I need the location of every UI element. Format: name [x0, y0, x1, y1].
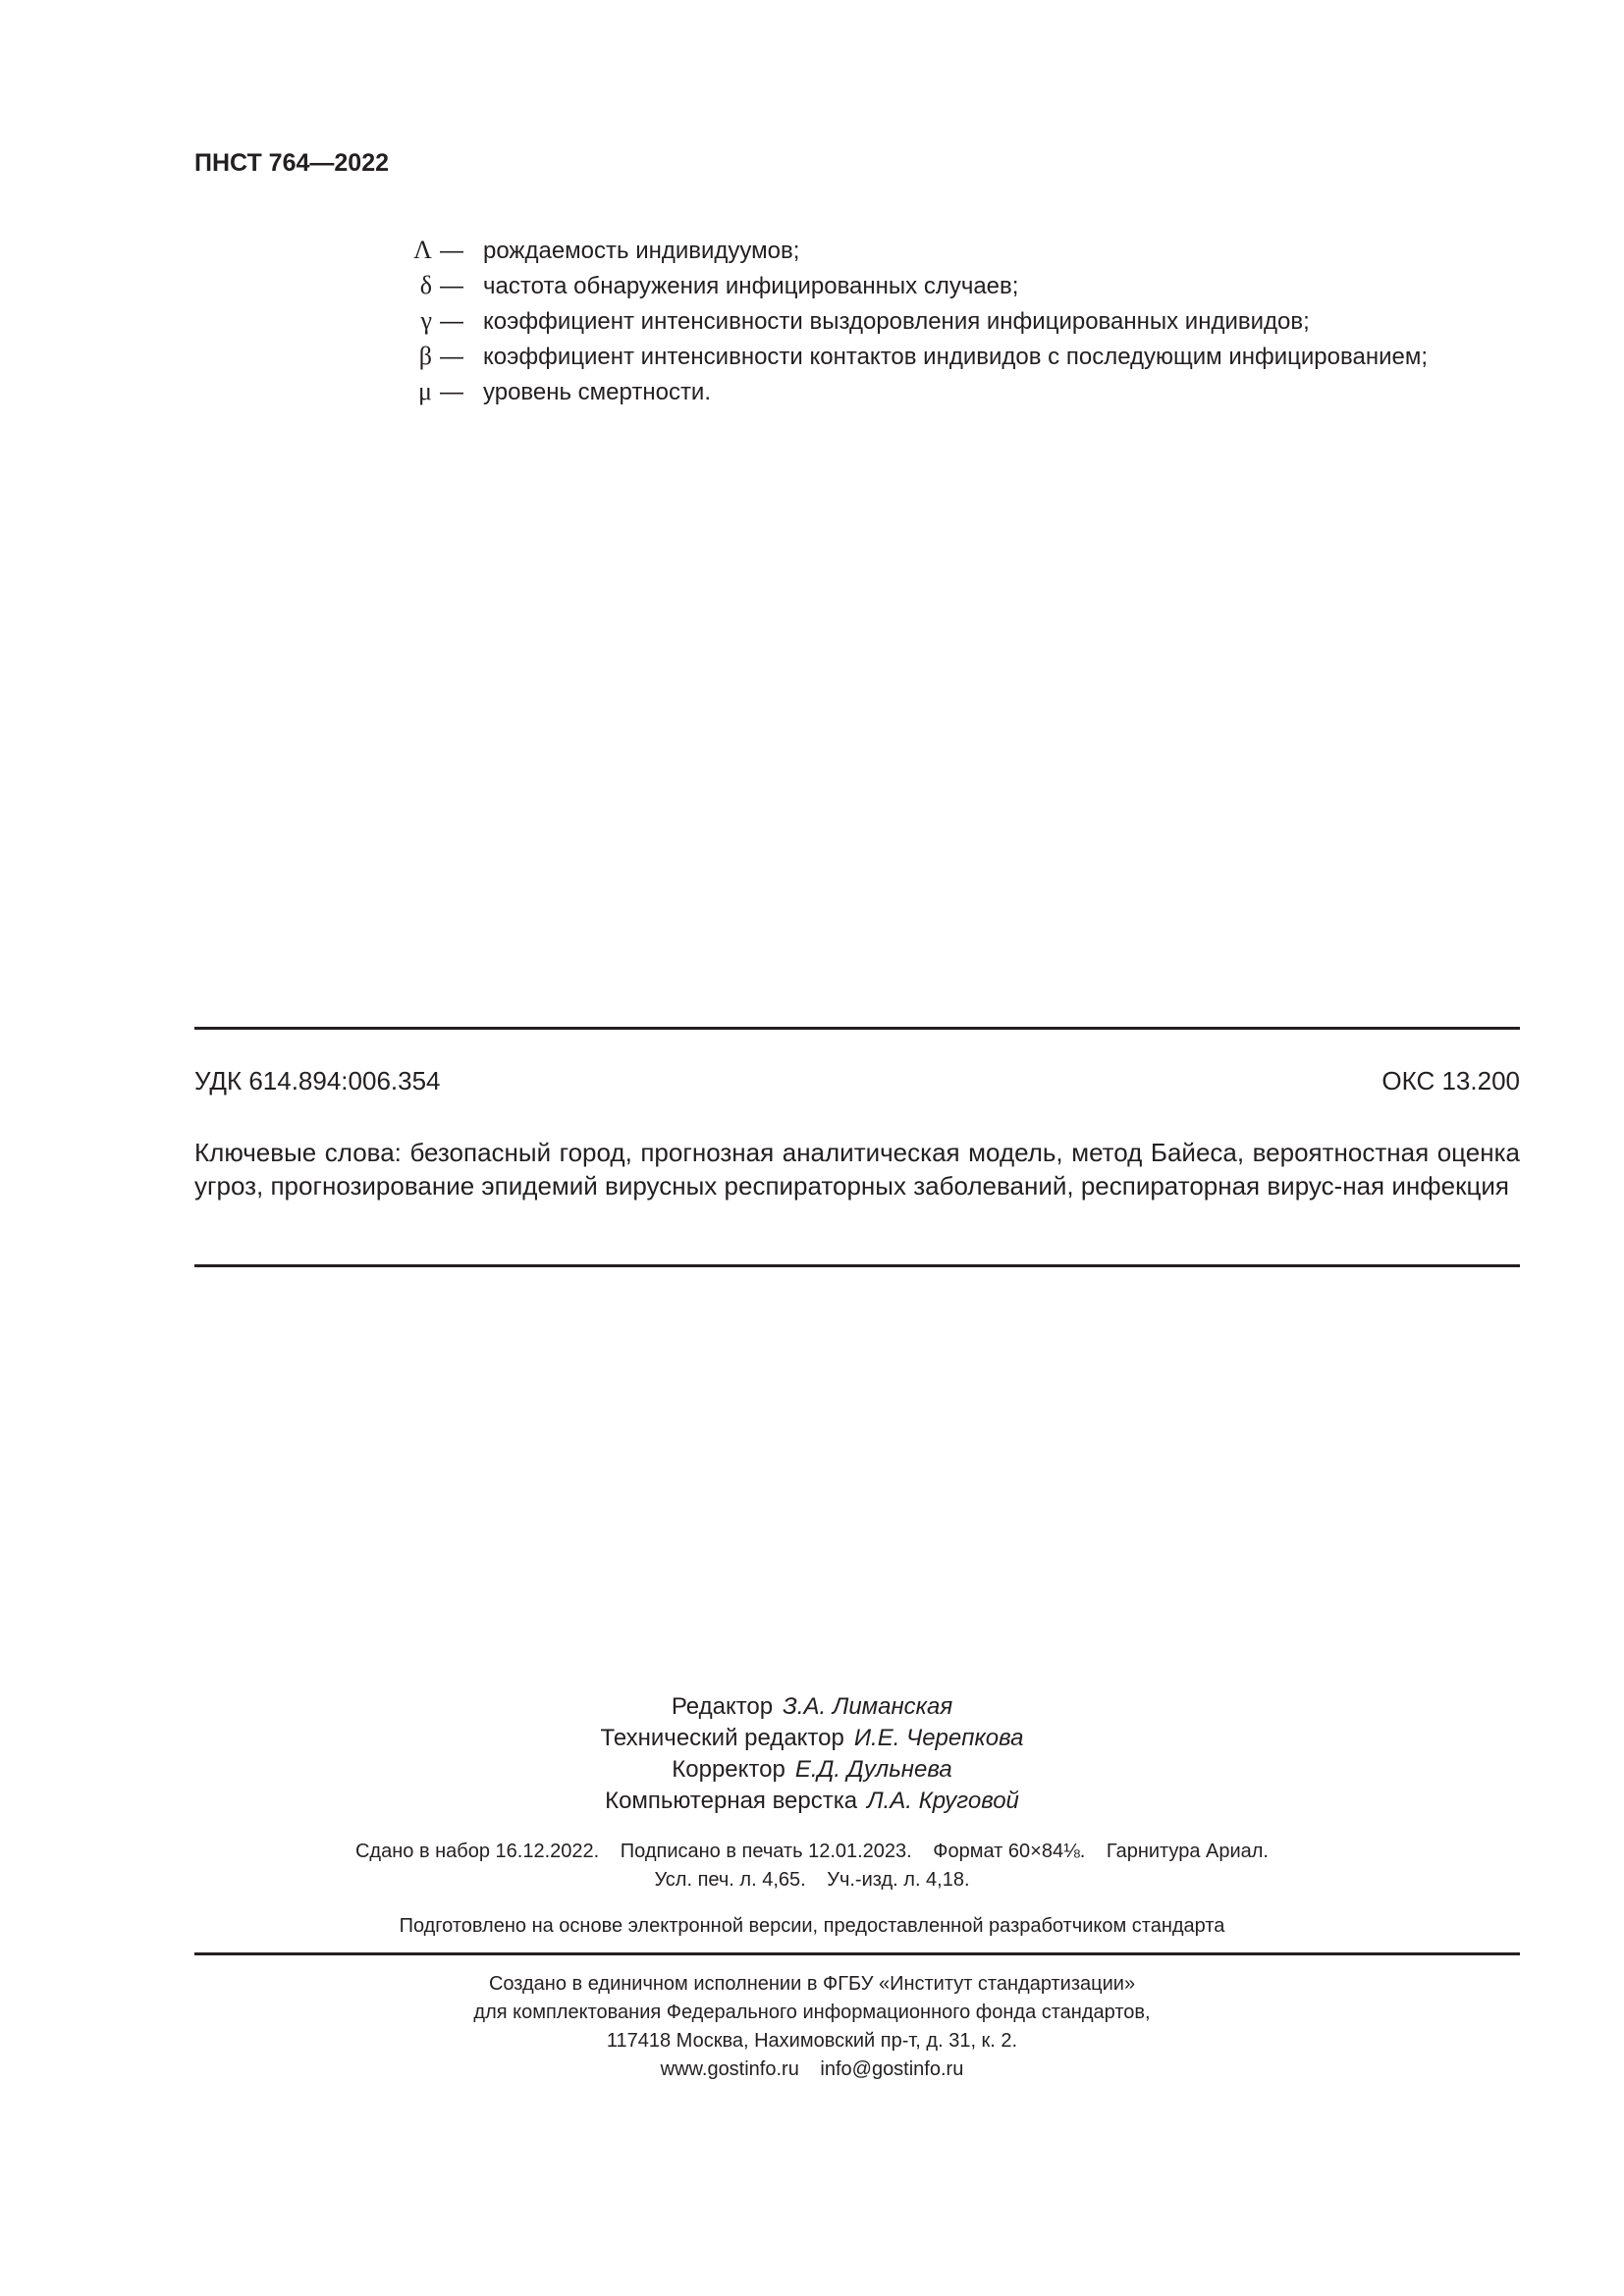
- imprint-line-1: [0, 1838, 1624, 1866]
- divider-rule-top: [194, 1027, 1520, 1030]
- symbol: δ: [419, 271, 432, 299]
- publisher-footer: [0, 1970, 1624, 2084]
- credit-role: Технический редактор: [600, 1725, 844, 1751]
- symbol: γ: [420, 306, 432, 335]
- symbol-definition-row: [373, 236, 1512, 271]
- symbol-dash: —: [440, 238, 463, 264]
- symbol: Λ: [413, 236, 432, 264]
- imprint-line-2: [0, 1866, 1624, 1895]
- keywords-paragraph: Ключевые слова: безопасный город, прогнозная аналитическая модель, метод Байеса, вероятностная оценка угроз, прогнозирование эпидемий вирусных респираторных заболеваний, респираторная вирус-ная инфекция: [194, 1138, 1520, 1201]
- symbol: β: [418, 342, 432, 370]
- divider-rule-bottom: [194, 1952, 1520, 1955]
- symbol-dash: —: [440, 379, 463, 405]
- imprint-print-sheets: Усл. печ. л. 4,65.: [654, 1869, 806, 1891]
- imprint-pub-sheets: Уч.-изд. л. 4,18.: [827, 1869, 970, 1891]
- credit-person: З.А. Лиманская: [783, 1693, 953, 1720]
- credits-block: [0, 1691, 1624, 1817]
- website-link[interactable]: www.gostinfo.ru: [660, 2058, 799, 2080]
- imprint-typeset-date: Сдано в набор 16.12.2022.: [354, 1841, 600, 1862]
- credit-role: Компьютерная верстка: [605, 1788, 858, 1814]
- symbol-definition-row: [373, 271, 1512, 306]
- oks-code: ОКС 13.200: [1381, 1066, 1520, 1095]
- imprint-format: Формат 60×84⅛.: [933, 1841, 1086, 1862]
- credit-role: Редактор: [671, 1693, 774, 1720]
- symbol-description: рождаемость индивидуумов;: [483, 238, 800, 264]
- credit-line: [0, 1723, 1624, 1754]
- symbol-dash: —: [440, 273, 463, 299]
- page-header-doc-code: ПНСТ 764—2022: [194, 149, 389, 177]
- symbol-description: уровень смертности.: [483, 379, 712, 405]
- divider-rule-middle: [194, 1264, 1520, 1267]
- credit-line: [0, 1691, 1624, 1723]
- credit-line: [0, 1786, 1624, 1817]
- symbol-definition-row: [373, 377, 1512, 412]
- footer-contacts: [0, 2056, 1624, 2084]
- udk-code: УДК 614.894:006.354: [194, 1066, 441, 1095]
- credit-person: Е.Д. Дульнева: [794, 1756, 952, 1783]
- symbol-dash: —: [440, 344, 463, 370]
- symbol-definition-row: [373, 342, 1512, 377]
- email-link[interactable]: info@gostinfo.ru: [820, 2058, 964, 2080]
- symbol-description: коэффициент интенсивности выздоровления инфицированных индивидов;: [483, 308, 1310, 335]
- imprint-print-date: Подписано в печать 12.01.2023.: [620, 1841, 912, 1862]
- prepared-note: Подготовлено на основе электронной версии, предоставленной разработчиком стандарта: [399, 1915, 1225, 1937]
- imprint-block: [0, 1838, 1624, 1895]
- symbol-description: частота обнаружения инфицированных случаев;: [483, 273, 1019, 299]
- credit-line: [0, 1754, 1624, 1786]
- footer-line-2: для комплектования Федерального информационного фонда стандартов,: [473, 2002, 1151, 2023]
- symbol: μ: [418, 377, 432, 405]
- credit-person: И.Е. Черепкова: [853, 1725, 1024, 1751]
- symbol-definition-row: [373, 306, 1512, 342]
- symbol-definitions-list: [373, 236, 1512, 412]
- symbol-dash: —: [440, 308, 463, 335]
- credit-role: Корректор: [672, 1756, 785, 1783]
- credit-person: Л.А. Круговой: [867, 1788, 1019, 1814]
- footer-line-1: Создано в единичном исполнении в ФГБУ «Институт стандартизации»: [488, 1973, 1136, 1995]
- imprint-typeface: Гарнитура Ариал.: [1106, 1841, 1269, 1862]
- symbol-description: коэффициент интенсивности контактов индивидов с последующим инфицированием;: [483, 344, 1429, 370]
- footer-address: 117418 Москва, Нахимовский пр-т, д. 31, к. 2.: [606, 2030, 1018, 2052]
